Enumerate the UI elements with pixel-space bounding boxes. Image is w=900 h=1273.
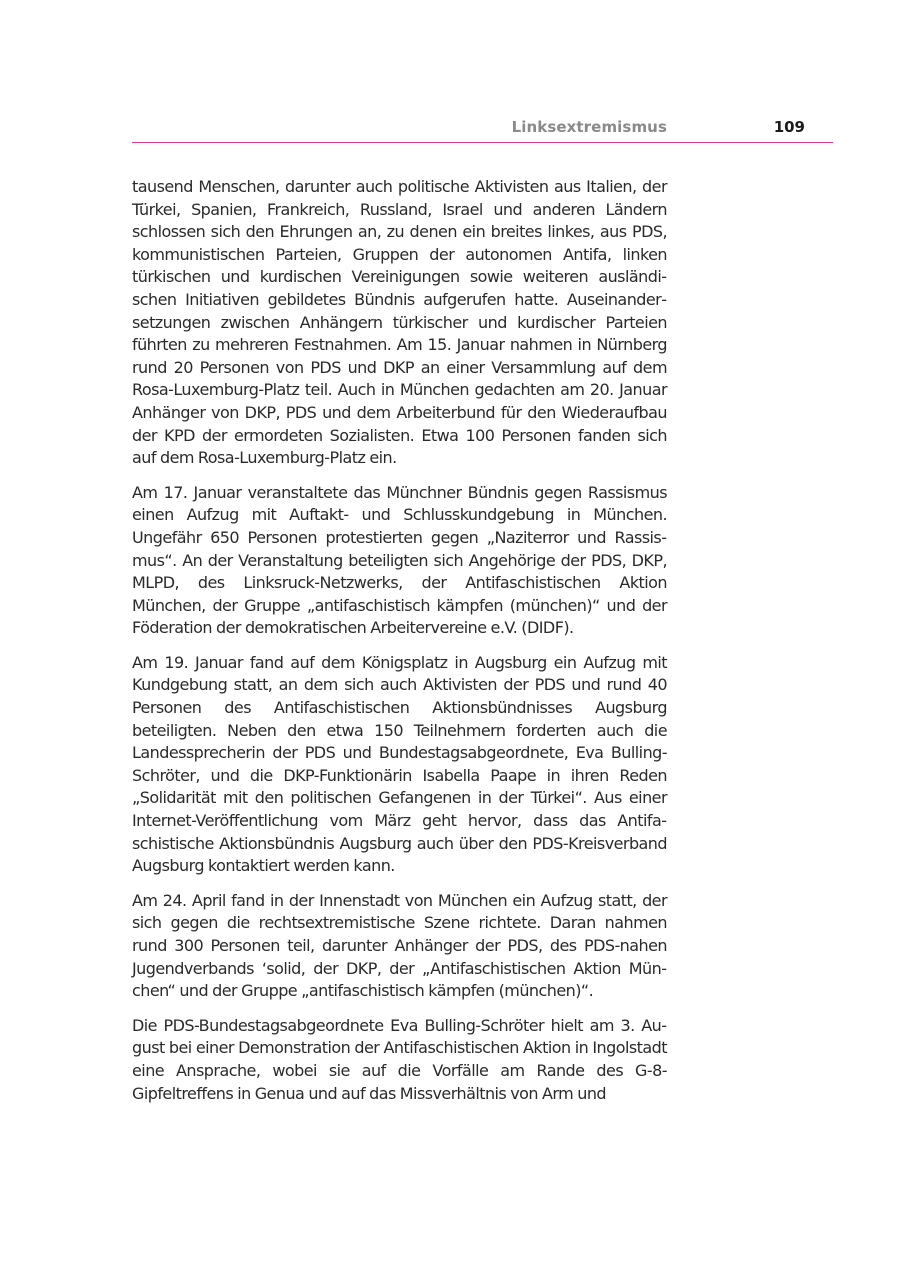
paragraph-5: Die PDS-Bundestagsabgeordnete Eva Bulling-Schröter hielt am 3. August bei einer Demonstration der Antifaschistischen Aktion in Ingolstadt eine Ansprache, wobei sie auf die Vorfälle am Rande des G-8-Gipfeltreffens in Genua und auf das Missverhältnis von Arm und (132, 1015, 667, 1103)
section-title: Linksextremismus (511, 118, 667, 136)
paragraph-2: Am 17. Januar veranstaltete das Münchner Bündnis gegen Rassismus einen Aufzug mit Auftakt- und Schlusskundgebung in München. Ungefähr 650 Personen protestierten gegen „Naziterror und Rassismus“. An der Veranstaltung beteiligten sich Angehörige der PDS, DKP, MLPD, des Linksruck-Netzwerks, der Antifaschistischen Aktion München, der Gruppe „antifaschistisch kämpfen (münchen)“ und der Föderation der demokratischen Arbeitervereine e.V. (DIDF). (132, 482, 667, 638)
body-text (132, 176, 667, 1117)
paragraph-3: Am 19. Januar fand auf dem Königsplatz in Augsburg ein Aufzug mit Kundgebung statt, an dem sich auch Aktivisten der PDS und rund 40 Personen des Antifaschistischen Aktionsbündnisses Augsburg beteiligten. Neben den etwa 150 Teilnehmern forderten auch die Landessprecherin der PDS und Bundestagsabgeordnete, Eva Bulling-Schröter, und die DKP-Funktionärin Isabella Paape in ihren Reden „Solidarität mit den politischen Gefangenen in der Türkei“. Aus einer Internet-Veröffentlichung vom März geht hervor, dass das Antifaschistische Aktionsbündnis Augsburg auch über den PDS-Kreisverband Augsburg kontaktiert werden kann. (132, 652, 667, 876)
paragraph-4: Am 24. April fand in der Innenstadt von München ein Aufzug statt, der sich gegen die rechtsextremistische Szene richtete. Daran nahmen rund 300 Personen teil, darunter Anhänger der PDS, des PDS-nahen Jugendverbands ‘solid, der DKP, der „Antifaschistischen Aktion München“ und der Gruppe „antifaschistisch kämpfen (münchen)“. (132, 890, 667, 1001)
running-header (132, 116, 833, 143)
paragraph-1: tausend Menschen, darunter auch politische Aktivisten aus Italien, der Türkei, Spanien, Frankreich, Russland, Israel und anderen Ländern schlossen sich den Ehrungen an, zu denen ein breites linkes, aus PDS, kommunistischen Parteien, Gruppen der autonomen Antifa, linken türkischen und kurdischen Vereinigungen sowie weiteren ausländischen Initiativen gebildetes Bündnis aufgerufen hatte. Auseinandersetzungen zwischen Anhängern türkischer und kurdischer Parteien führten zu mehreren Festnahmen. Am 15. Januar nahmen in Nürnberg rund 20 Personen von PDS und DKP an einer Versammlung auf dem Rosa-Luxemburg-Platz teil. Auch in München gedachten am 20. Januar Anhänger von DKP, PDS und dem Arbeiterbund für den Wiederaufbau der KPD der ermordeten Sozialisten. Etwa 100 Personen fanden sich auf dem Rosa-Luxemburg-Platz ein. (132, 177, 667, 468)
page-number: 109 (773, 118, 805, 136)
